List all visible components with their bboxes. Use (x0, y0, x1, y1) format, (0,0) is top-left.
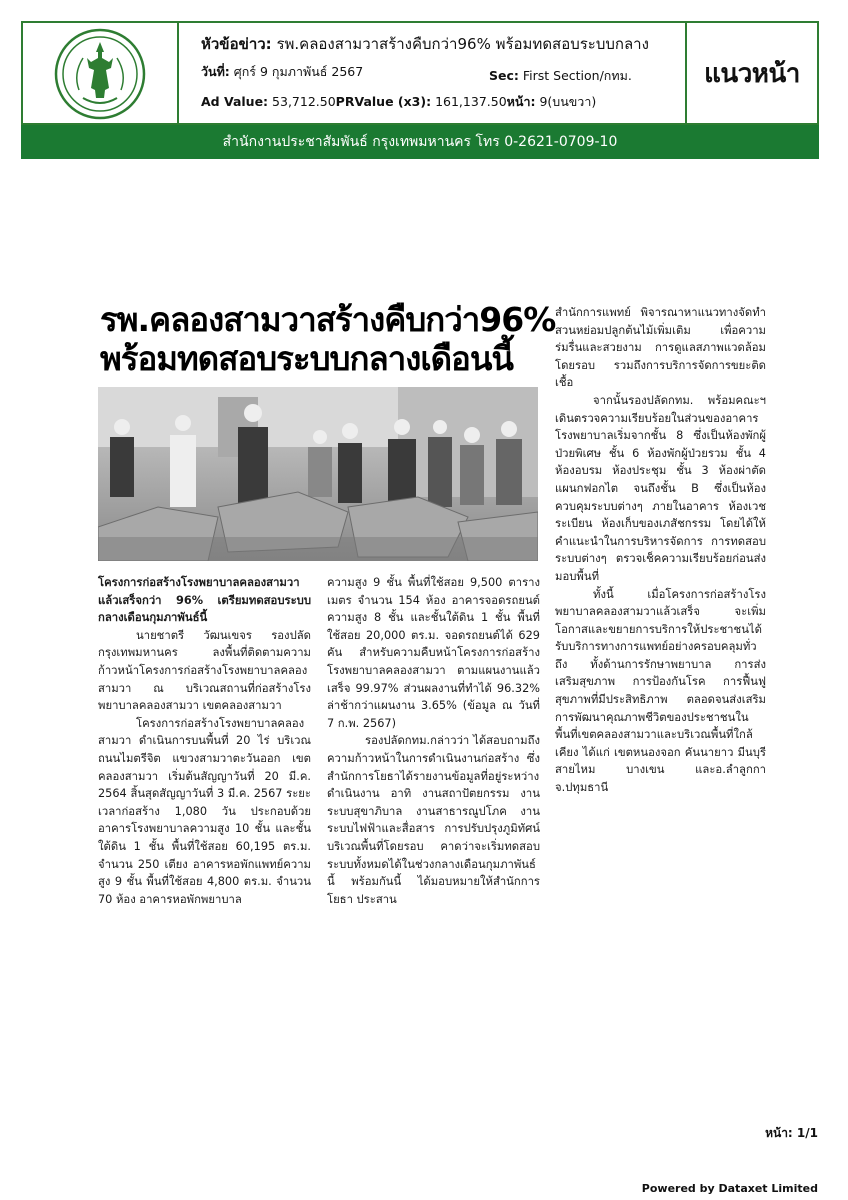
headline-line-1: รพ.คลองสามวาสร้างคืบกว่า96% (100, 300, 556, 339)
article-column-2 (327, 574, 540, 908)
date-value: ศุกร์ 9 กุมภาพันธ์ 2567 (233, 64, 364, 79)
publication-name: แนวหน้า (704, 58, 800, 89)
article-paragraph: นายชาตรี วัฒนเขจร รองปลัดกรุงเทพมหานคร ลงพื้นที่ติดตามความก้าวหน้าโครงการก่อสร้างโรงพยาบาลคลองสามวา ณ บริเวณสถานที่ก่อสร้างโรงพยาบาลคลองสามวา เขตคลองสามวา (98, 628, 311, 713)
section-value: First Section/กทม. (522, 68, 632, 83)
logo-cell (23, 23, 179, 123)
article-photo (98, 387, 538, 561)
powered-by: Powered by Dataxet Limited (641, 1182, 818, 1195)
value-row (201, 87, 685, 117)
headline-line-2: พร้อมทดสอบระบบกลางเดือนนี้ (100, 339, 513, 378)
article-paragraph: สำนักการแพทย์ พิจารณาหาแนวทางจัดทำสวนหย่อมปลูกต้นไม้เพิ่มเติม เพื่อความร่มรื่นและสวยงาม การดูแลสภาพแวดล้อมโดยรอบ รวมถึงการบริการจัดการขยะติดเชื้อ (555, 306, 766, 390)
ad-value: 53,712.50 (272, 94, 336, 109)
section-label: Sec: (489, 68, 519, 83)
clipping-info (179, 23, 687, 123)
bangkok-seal-icon (53, 28, 147, 120)
office-banner: สำนักงานประชาสัมพันธ์ กรุงเทพมหานคร โทร 0-2621-0709-10 (21, 125, 819, 159)
headline-label: หัวข้อข่าว: (201, 35, 272, 53)
article-paragraph: โครงการก่อสร้างโรงพยาบาลคลองสามวา ดำเนินการบนพื้นที่ 20 ไร่ บริเวณถนนไมตรีจิต แขวงสามวาตะวันออก เขตคลองสามวา เริ่มต้นสัญญาวันที่ 20 มี.ค. 2564 สิ้นสุดสัญญาวันที่ 3 มี.ค. 2567 ระยะเวลาก่อสร้าง 1,080 วัน ประกอบด้วย อาคารโรงพยาบาลความสูง 10 ชั้น และชั้นใต้ดิน 1 ชั้น พื้นที่ใช้สอย 60,195 ตร.ม. จำนวน 250 เตียง อาคารหอพักแพทย์ความสูง 9 ชั้น พื้นที่ใช้สอย 4,800 ตร.ม. จำนวน 70 ห้อง อาคารหอพักพยาบาล (98, 716, 311, 906)
publication-brand (687, 23, 817, 123)
article-column-3 (555, 304, 766, 797)
date-label: วันที่: (201, 64, 230, 79)
ad-value-label: Ad Value: (201, 94, 269, 109)
page-value: 9(บนขวา) (539, 94, 597, 109)
clipping-header (21, 21, 819, 125)
article-paragraph: รองปลัดกทม.กล่าวว่า ได้สอบถามถึงความก้าวหน้าในการดำเนินงานก่อสร้าง ซึ่งสำนักการโยธาได้รายงานข้อมูลที่อยู่ระหว่างดำเนินงาน อาทิ งานสถาปัตยกรรม งานระบบสุขาภิบาล งานสาธารณูปโภค งานระบบไฟฟ้าและสื่อสาร การปรับปรุงภูมิทัศน์บริเวณพื้นที่โดยรอบ คาดว่าจะเริ่มทดสอบระบบทั้งหมดได้ในช่วงกลางเดือนกุมภาพันธ์นี้ พร้อมกันนี้ ได้มอบหมายให้สำนักการโยธา ประสาน (327, 734, 540, 906)
headline-value: รพ.คลองสามวาสร้างคืบกว่า96% พร้อมทดสอบระบบกลาง (276, 35, 649, 53)
article-lead: โครงการก่อสร้างโรงพยาบาลคลองสามวาแล้วเสร็จกว่า 96% เตรียมทดสอบระบบกลางเดือนกุมภาพันธ์นี้ (98, 576, 311, 625)
article-paragraph: ทั้งนี้ เมื่อโครงการก่อสร้างโรงพยาบาลคลองสามวาแล้วเสร็จ จะเพิ่มโอกาสและขยายการบริการให้ประชาชนได้รับบริการทางการแพทย์อย่างครอบคลุมทั่วถึง ทั้งด้านการรักษาพยาบาล การส่งเสริมสุขภาพ การป้องกันโรค การฟื้นฟูสุขภาพที่มีประสิทธิภาพ ตลอดจนส่งเสริมการพัฒนาคุณภาพชีวิตของประชาชนในพื้นที่เขตคลองสามวาและบริเวณพื้นที่ใกล้เคียง ได้แก่ เขตหนองจอก คันนายาว มีนบุรี สายไหม บางเขน และอ.ลำลูกกา จ.ปทุมธานี (555, 587, 766, 795)
article-column-1 (98, 574, 311, 908)
headline-row (201, 31, 685, 57)
article-headline (100, 300, 556, 378)
section-info (489, 61, 632, 91)
pr-value-label: PRValue (x3): (335, 94, 432, 109)
page-counter: หน้า: 1/1 (765, 1126, 818, 1140)
pr-value: 161,137.50 (435, 94, 507, 109)
article-paragraph: จากนั้นรองปลัดกทม. พร้อมคณะฯ เดินตรวจความเรียบร้อยในส่วนของอาคารโรงพยาบาลเริ่มจากชั้น 8 ซึ่งเป็นห้องพักผู้ป่วยพิเศษ ชั้น 6 ห้องพักผู้ป่วยรวม ชั้น 4 ห้องอบรม ห้องประชุม ชั้น 3 ห้องผ่าตัด แผนกฟอกไต จนถึงชั้น B ซึ่งเป็นห้องควบคุมระบบต่างๆ ภายในอาคาร ห้องเวชระเบียน ห้องเก็บของเภสัชกรรม โดยได้ให้คำแนะนำในการบริหารจัดการ การทดสอบระบบต่างๆ ตรวจเช็คความเรียบร้อยก่อนส่งมอบพื้นที่ (555, 393, 766, 583)
page-label: หน้า: (506, 94, 536, 109)
article-paragraph: ความสูง 9 ชั้น พื้นที่ใช้สอย 9,500 ตารางเมตร จำนวน 154 ห้อง อาคารจอดรถยนต์ความสูง 8 ชั้น และชั้นใต้ดิน 1 ชั้น พื้นที่ใช้สอย 20,000 ตร.ม. จอดรถยนต์ได้ 629 คัน สำหรับความคืบหน้าโครงการก่อสร้างโรงพยาบาลคลองสามวา ตามแผนงานแล้วเสร็จ 99.97% ส่วนผลงานที่ทำได้ 96.32% ล่าช้ากว่าแผนงาน 3.65% (ข้อมูล ณ วันที่ 7 ก.พ. 2567) (327, 576, 540, 730)
